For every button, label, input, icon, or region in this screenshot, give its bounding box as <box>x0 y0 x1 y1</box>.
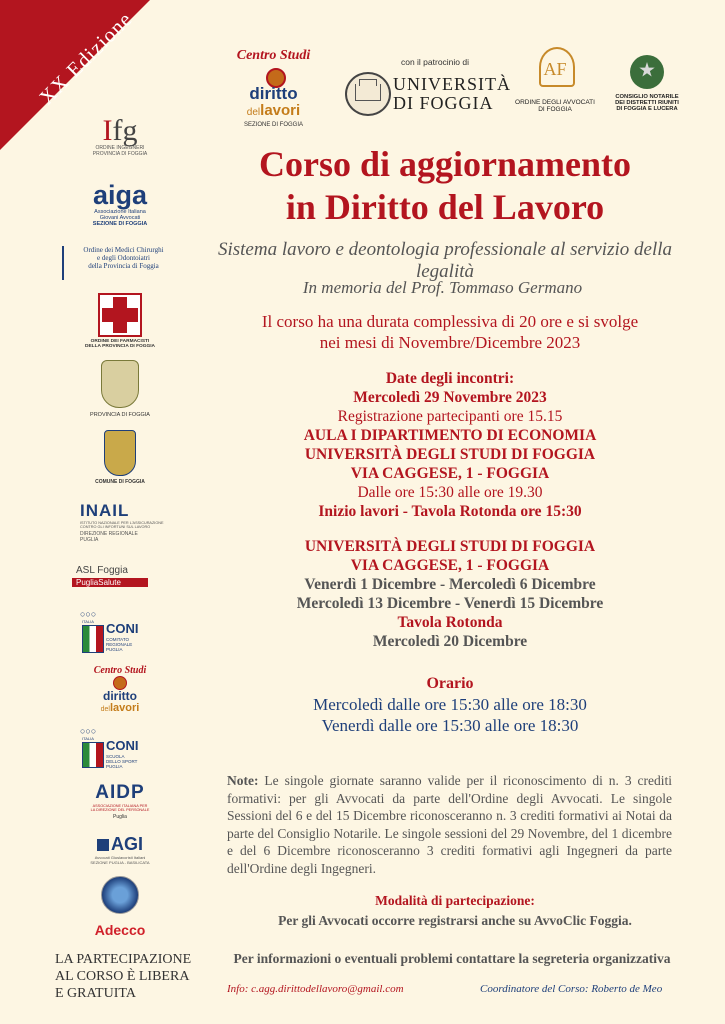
provincia-crest-icon <box>101 360 139 408</box>
notarile-line1: CONSIGLIO NOTARILE <box>615 94 679 100</box>
title-line1: Corso di aggiornamento <box>259 144 631 184</box>
ordine-farmacisti-logo <box>70 293 170 349</box>
partecipazione-line3: E GRATUITA <box>55 986 136 1001</box>
centro-studi-title: Centro Studi <box>236 48 311 63</box>
title-line2: in Diritto del Lavoro <box>285 187 605 227</box>
aidp-logo <box>70 782 170 820</box>
inail-logo <box>80 501 180 543</box>
centro2-bot: lavori <box>109 702 140 714</box>
avvocati-emblem-icon: AF <box>533 45 577 91</box>
farmacisti-line2: DELLA PROVINCIA DI FOGGIA <box>85 344 155 349</box>
ifg-line1: ORDINE INGEGNERI <box>95 145 145 151</box>
orario-block <box>240 674 660 736</box>
session-dates1: Venerdì 1 Dicembre - Mercoledì 6 Dicembre <box>304 576 596 593</box>
comune-crest-icon <box>104 430 136 476</box>
partecipazione-block <box>55 951 205 1002</box>
aidp-line2: LA DIREZIONE DEL PERSONALE <box>90 808 150 812</box>
aidp-line3: Puglia <box>113 814 127 820</box>
provincia-logo <box>70 360 170 418</box>
coni1-line3: PUGLIA <box>106 647 123 652</box>
partecipazione-line1: LA PARTECIPAZIONE <box>55 952 192 967</box>
olympic-rings-icon-2: ○○○ <box>80 726 97 736</box>
durata-line1: Il corso ha una durata complessiva di 20 ore e si svolge <box>261 312 639 331</box>
durata-block <box>240 311 660 353</box>
subtitle: Sistema lavoro e deontologia professionale al servizio della legalità <box>217 239 672 282</box>
partecipazione-line2: AL CORSO È LIBERA <box>55 969 190 984</box>
avvocati-line1: ORDINE DEGLI AVVOCATI <box>515 99 595 106</box>
page-title <box>150 143 725 229</box>
italian-shield-icon-2 <box>82 742 104 768</box>
email-contact[interactable]: Info: c.agg.dirittodellavoro@gmail.com <box>227 983 404 995</box>
venue-line2: UNIVERSITÀ DEGLI STUDI DI FOGGIA <box>304 446 596 463</box>
olympic-rings-icon: ○○○ <box>80 609 97 619</box>
avvocati-line2: DI FOGGIA <box>538 106 572 113</box>
globe-icon <box>101 876 139 914</box>
sessions-block <box>240 537 660 651</box>
caduceus-icon <box>62 246 70 280</box>
ordine-medici-logo <box>62 246 177 270</box>
first-date: Mercoledì 29 Novembre 2023 <box>353 389 547 406</box>
adecco-mark: Adecco <box>94 922 146 938</box>
university-logo <box>345 70 511 115</box>
coni1-italia: ITALIA <box>82 619 94 624</box>
provincia-label: PROVINCIA DI FOGGIA <box>90 412 150 418</box>
red-cross-icon <box>98 293 142 337</box>
inail-line3: DIREZIONE REGIONALE <box>80 531 138 537</box>
aiga-line3: SEZIONE DI FOGGIA <box>92 221 148 227</box>
coni1-text <box>106 637 132 652</box>
inail-line1: ISTITUTO NAZIONALE PER L'ASSICURAZIONE <box>80 521 164 525</box>
medici-line2: e degli Odontoiatri <box>97 254 150 262</box>
session-dates2: Mercoledì 13 Dicembre - Venerdì 15 Dicembre <box>296 595 604 612</box>
modalita-heading: Modalità di partecipazione: <box>375 893 535 908</box>
italian-shield-icon <box>82 625 104 653</box>
session-venue2: VIA CAGGESE, 1 - FOGGIA <box>350 557 550 574</box>
ifg-line2: PROVINCIA DI FOGGIA <box>92 151 148 157</box>
avvocati-logo <box>505 45 605 113</box>
aiga-line1: Associazione Italiana <box>94 209 146 215</box>
centro2-title: Centro Studi <box>93 665 147 676</box>
coni1-mark: CONI <box>106 621 139 636</box>
coni2-italia: ITALIA <box>82 736 94 741</box>
logo-text-lavori <box>244 102 304 119</box>
session-venue1: UNIVERSITÀ DEGLI STUDI DI FOGGIA <box>304 538 596 555</box>
university-line1: UNIVERSITÀ <box>393 74 511 94</box>
asl-logo <box>72 565 148 587</box>
ordine-ingegneri-logo <box>70 114 170 157</box>
aiga-line2: Giovani Avvocati <box>99 215 141 221</box>
venue-line1: AULA I DIPARTIMENTO DI ECONOMIA <box>303 427 597 444</box>
orario-line1: Mercoledì dalle ore 15:30 alle ore 18:30 <box>313 695 587 714</box>
coni1-line1: COMITATO <box>106 637 129 642</box>
dates-block <box>240 369 660 521</box>
star-emblem-icon <box>630 55 664 89</box>
agi-square-icon <box>97 839 109 851</box>
coni-regionale-logo <box>80 609 150 652</box>
centro2-top: diritto <box>103 689 137 703</box>
agi-line2: SEZIONE PUGLIA - BASILICATA <box>90 860 150 865</box>
centro-studi-logo <box>226 48 321 128</box>
agi-mark: AGI <box>110 834 143 854</box>
notarile-logo <box>607 55 687 112</box>
asl-line1: ASL Foggia <box>76 565 128 576</box>
note-label: Note: <box>227 773 259 788</box>
farmacisti-line1: ORDINE DEI FARMACISTI <box>90 339 150 344</box>
coni1-line2: REGIONALE <box>106 642 133 647</box>
hours-line: Dalle ore 15:30 alle ore 19.30 <box>357 484 543 501</box>
coni-scuola-logo <box>80 726 150 769</box>
medici-line1: Ordine dei Medici Chirurghi <box>83 246 164 254</box>
comune-logo <box>70 430 170 485</box>
note-text: Le singole giornate saranno valide per il riconoscimento di n. 3 crediti formativi: per gli Avvocati da parte dell'Ordine degli Avvocati. Le singole Sessioni del 6 e del 15 Dicembre riconosceranno n. 3 crediti formativi ai Notai da parte del Consiglio Notarile. Le singole sessioni del 29 Novembre, del 1 dicembre e del 6 Dicembre riconosceranno 3 crediti formativi agli Ingegneri da parte dell'Ordine degli Ingegneri. <box>227 773 672 876</box>
coordinator-line: Coordinatore del Corso: Roberto de Meo <box>480 983 663 995</box>
comune-label: COMUNE DI FOGGIA <box>95 479 145 485</box>
memoria-line: In memoria del Prof. Tommaso Germano <box>302 278 583 297</box>
logo-text-lavori-word: lavori <box>260 102 301 119</box>
dates-heading: Date degli incontri: <box>385 370 515 387</box>
orario-line2: Venerdì dalle ore 15:30 alle ore 18:30 <box>321 716 579 735</box>
coni2-text <box>106 754 137 769</box>
medici-line3: della Provincia di Foggia <box>88 262 159 270</box>
durata-line2: nei mesi di Novembre/Dicembre 2023 <box>319 333 581 352</box>
inail-line2: CONTRO GLI INFORTUNI SUL LAVORO <box>80 525 151 529</box>
note-paragraph <box>227 772 672 877</box>
university-seal-icon <box>345 72 391 116</box>
edition-label: XX Edizione <box>34 6 137 110</box>
inail-line4: PUGLIA <box>80 537 99 543</box>
registration-time: Registrazione partecipanti ore 15.15 <box>337 408 563 425</box>
logo-text-del: del <box>246 107 261 118</box>
coni2-line1: SCUOLA <box>106 754 125 759</box>
centro-studi-mark <box>244 66 304 126</box>
agi-mark-row <box>70 834 170 855</box>
agi-line1: Avvocati Giuslavoristi Italiani <box>94 855 146 860</box>
university-line2: DI FOGGIA <box>393 93 494 113</box>
ifg-mark: Ifg <box>102 114 138 147</box>
small-shield-icon <box>113 676 127 690</box>
agi-logo <box>70 834 170 865</box>
aidp-mark: AIDP <box>95 782 145 803</box>
aiga-mark: aiga <box>92 180 148 210</box>
notarile-line3: DI FOGGIA E LUCERA <box>616 106 678 112</box>
coni2-line3: PUGLIA <box>106 764 123 769</box>
logo-text-diritto: diritto <box>249 84 298 103</box>
modalita-text: Per gli Avvocati occorre registrarsi anche su AvvoClic Foggia. <box>278 913 632 928</box>
patrocinio-label: con il patrocinio di <box>400 57 470 67</box>
coni2-line2: DELLO SPORT <box>106 759 138 764</box>
tavola-rotonda: Tavola Rotonda <box>397 614 503 631</box>
venue-line3: VIA CAGGESE, 1 - FOGGIA <box>350 465 550 482</box>
adecco-logo <box>70 876 170 938</box>
start-line: Inizio lavori - Tavola Rotonda ore 15:30 <box>318 503 582 520</box>
aidp-line1: ASSOCIAZIONE ITALIANA PER <box>92 804 148 808</box>
coni2-mark: CONI <box>106 738 139 753</box>
tavola-date: Mercoledì 20 Dicembre <box>372 633 528 650</box>
info-line: Per informazioni o eventuali problemi contattare la segreteria organizzativa <box>233 951 671 966</box>
notarile-line2: DEI DISTRETTI RIUNITI <box>615 100 679 106</box>
inail-mark: INAIL <box>80 501 130 520</box>
aiga-logo <box>70 181 170 227</box>
asl-line2: PugliaSalute <box>72 578 148 587</box>
orario-heading: Orario <box>426 675 474 692</box>
centro-studi-small-logo <box>70 665 170 715</box>
centro2-mid: del <box>100 706 110 713</box>
centro-studi-sub: SEZIONE DI FOGGIA <box>243 122 303 128</box>
